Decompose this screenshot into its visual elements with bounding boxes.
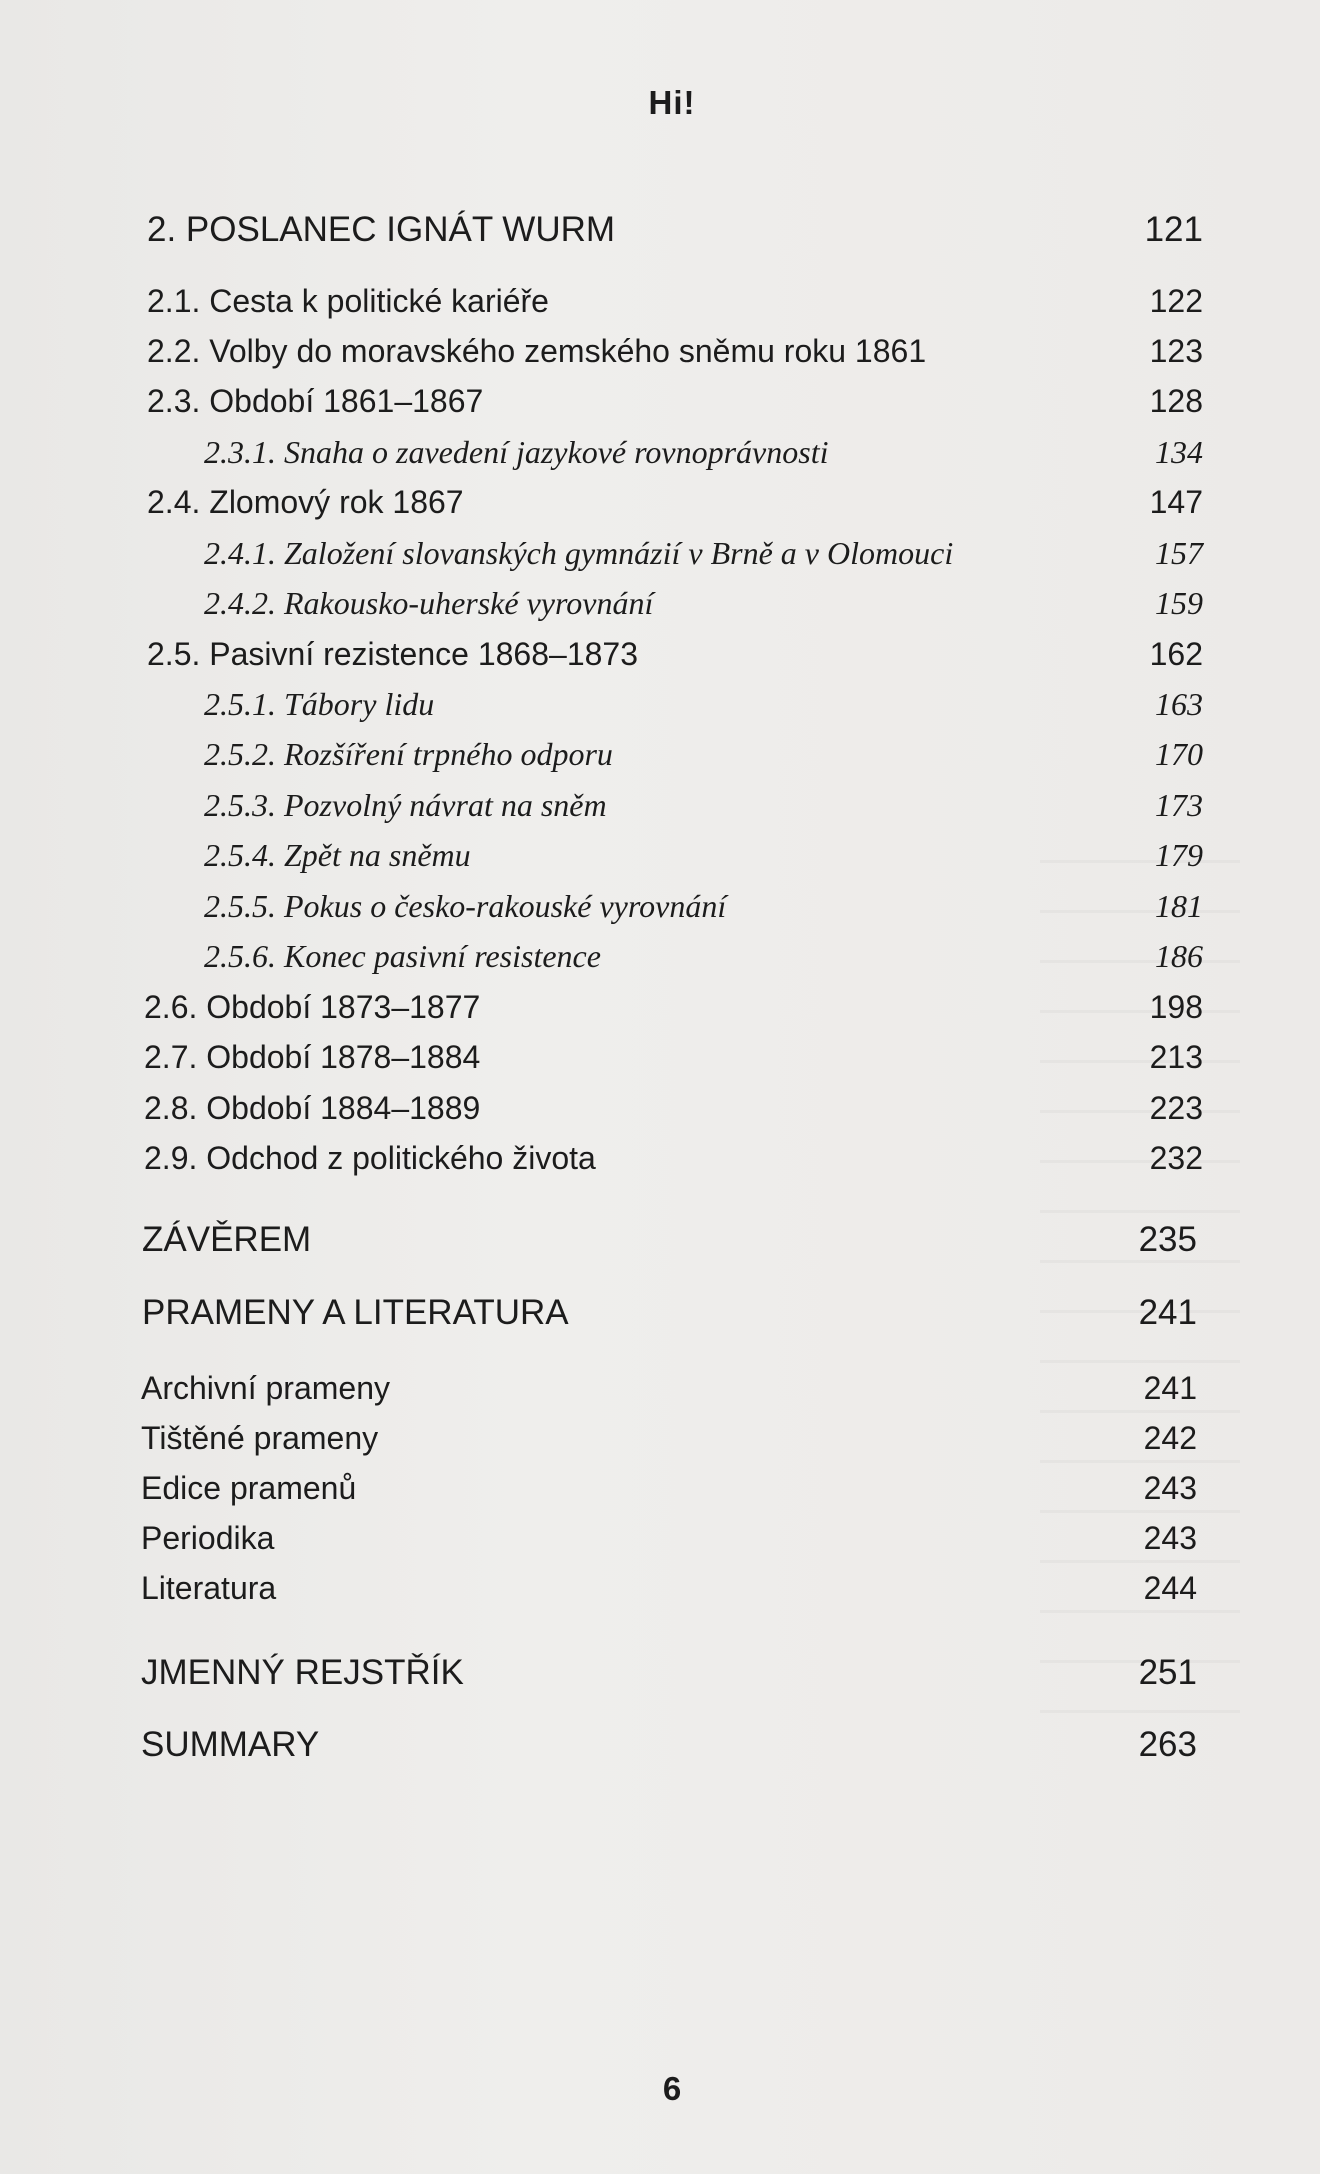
toc-entry-page: 263 [1138,1725,1197,1764]
toc-entry-label: 2.4.1. Založení slovanských gymnázií v Brně a v Olomouci [204,535,954,571]
toc-entry-label: 2. POSLANEC IGNÁT WURM [147,210,616,249]
toc-entry-page: 163 [1155,686,1203,722]
toc-entry-label: PRAMENY A LITERATURA [142,1293,569,1332]
toc-entry-page: 162 [1149,636,1203,672]
toc-entry-page: 186 [1155,938,1203,974]
toc-entry-2-5-1[interactable] [204,686,1203,723]
toc-entry-2-4-1[interactable] [204,535,1203,572]
toc-entry-literatura[interactable] [141,1570,1197,1607]
toc-entry-label: 2.5.5. Pokus o česko-rakouské vyrovnání [204,888,727,924]
toc-entry-page: 241 [1143,1370,1197,1406]
toc-entry-page: 147 [1149,484,1203,520]
toc-entry-page: 251 [1138,1653,1197,1692]
toc-entry-page: 134 [1155,434,1203,470]
toc-entry-2-5-2[interactable] [204,736,1203,773]
toc-entry-page: 242 [1143,1420,1197,1456]
toc-entry-page: 128 [1149,383,1203,419]
toc-entry-page: 121 [1144,210,1203,249]
toc-entry-label: 2.4. Zlomový rok 1867 [147,484,464,520]
toc-entry-2-5-5[interactable] [204,888,1203,925]
toc-entry-label: SUMMARY [141,1725,320,1764]
toc-entry-label: Edice pramenů [141,1470,357,1506]
toc-entry-label: 2.5.1. Tábory lidu [204,686,435,722]
toc-entry-label: 2.5.4. Zpět na sněmu [204,837,471,873]
toc-entry-page: 235 [1138,1220,1197,1259]
toc-entry-page: 198 [1149,989,1203,1025]
toc-entry-2-5-4[interactable] [204,837,1203,874]
toc-entry-label: 2.6. Období 1873–1877 [144,989,481,1025]
toc-entry-2-6[interactable] [144,989,1203,1026]
toc-entry-label: 2.5. Pasivní rezistence 1868–1873 [147,636,638,672]
toc-entry-page: 244 [1143,1570,1197,1606]
page-header-mark: Hi! [648,84,696,121]
page-number: 6 [662,2070,682,2107]
toc-entry-label: 2.4.2. Rakousko-uherské vyrovnání [204,585,654,621]
toc-entry-summary[interactable] [141,1725,1197,1765]
toc-entry-page: 232 [1149,1140,1203,1176]
toc-entry-page: 122 [1149,283,1203,319]
toc-entry-2-8[interactable] [144,1090,1203,1127]
toc-entry-2-5-6[interactable] [204,938,1203,975]
toc-entry-page: 157 [1155,535,1203,571]
toc-entry-page: 243 [1143,1520,1197,1556]
toc-entry-label: 2.5.6. Konec pasivní resistence [204,938,601,974]
toc-entry-jmenny-rejstrik[interactable] [141,1653,1197,1693]
toc-entry-label: 2.1. Cesta k politické kariéře [147,283,549,319]
toc-entry-label: 2.8. Období 1884–1889 [144,1090,481,1126]
toc-entry-page: 173 [1155,787,1203,823]
toc-entry-page: 243 [1143,1470,1197,1506]
toc-entry-2-5-3[interactable] [204,787,1203,824]
toc-entry-prameny-a-literatura[interactable] [142,1293,1197,1333]
toc-entry-label: JMENNÝ REJSTŘÍK [141,1653,464,1692]
toc-entry-archivni-prameny[interactable] [141,1370,1197,1407]
toc-entry-2-9[interactable] [144,1140,1203,1177]
toc-entry-page: 241 [1138,1293,1197,1332]
toc-entry-tistene-prameny[interactable] [141,1420,1197,1457]
toc-entry-label: 2.2. Volby do moravského zemského sněmu roku 1861 [147,333,927,369]
toc-entry-periodika[interactable] [141,1520,1197,1557]
toc-entry-2-4[interactable] [147,484,1203,521]
toc-entry-chapter-2[interactable] [147,210,1203,250]
toc-entry-label: Archivní prameny [141,1370,390,1406]
toc-entry-page: 170 [1155,736,1203,772]
toc-entry-page: 181 [1155,888,1203,924]
toc-entry-2-7[interactable] [144,1039,1203,1076]
toc-entry-2-4-2[interactable] [204,585,1203,622]
toc-entry-page: 179 [1155,837,1203,873]
toc-entry-page: 213 [1149,1039,1203,1075]
toc-entry-zaverem[interactable] [142,1220,1197,1260]
toc-entry-edice-pramenu[interactable] [141,1470,1197,1507]
toc-entry-label: 2.7. Období 1878–1884 [144,1039,481,1075]
toc-entry-page: 223 [1149,1090,1203,1126]
toc-entry-2-3-1[interactable] [204,434,1203,471]
toc-entry-label: 2.5.3. Pozvolný návrat na sněm [204,787,607,823]
toc-entry-2-5[interactable] [147,636,1203,673]
toc-entry-page: 123 [1149,333,1203,369]
toc-entry-2-2[interactable] [147,333,1203,370]
toc-entry-label: 2.5.2. Rozšíření trpného odporu [204,736,613,772]
toc-entry-2-1[interactable] [147,283,1203,320]
toc-entry-label: 2.9. Odchod z politického života [144,1140,596,1176]
toc-entry-2-3[interactable] [147,383,1203,420]
toc-entry-label: 2.3. Období 1861–1867 [147,383,484,419]
toc-entry-page: 159 [1155,585,1203,621]
toc-entry-label: Tištěné prameny [141,1420,379,1456]
toc-entry-label: Literatura [141,1570,277,1606]
toc-entry-label: Periodika [141,1520,275,1556]
toc-entry-label: ZÁVĚREM [142,1220,312,1259]
toc-entry-label: 2.3.1. Snaha o zavedení jazykové rovnoprávnosti [204,434,829,470]
